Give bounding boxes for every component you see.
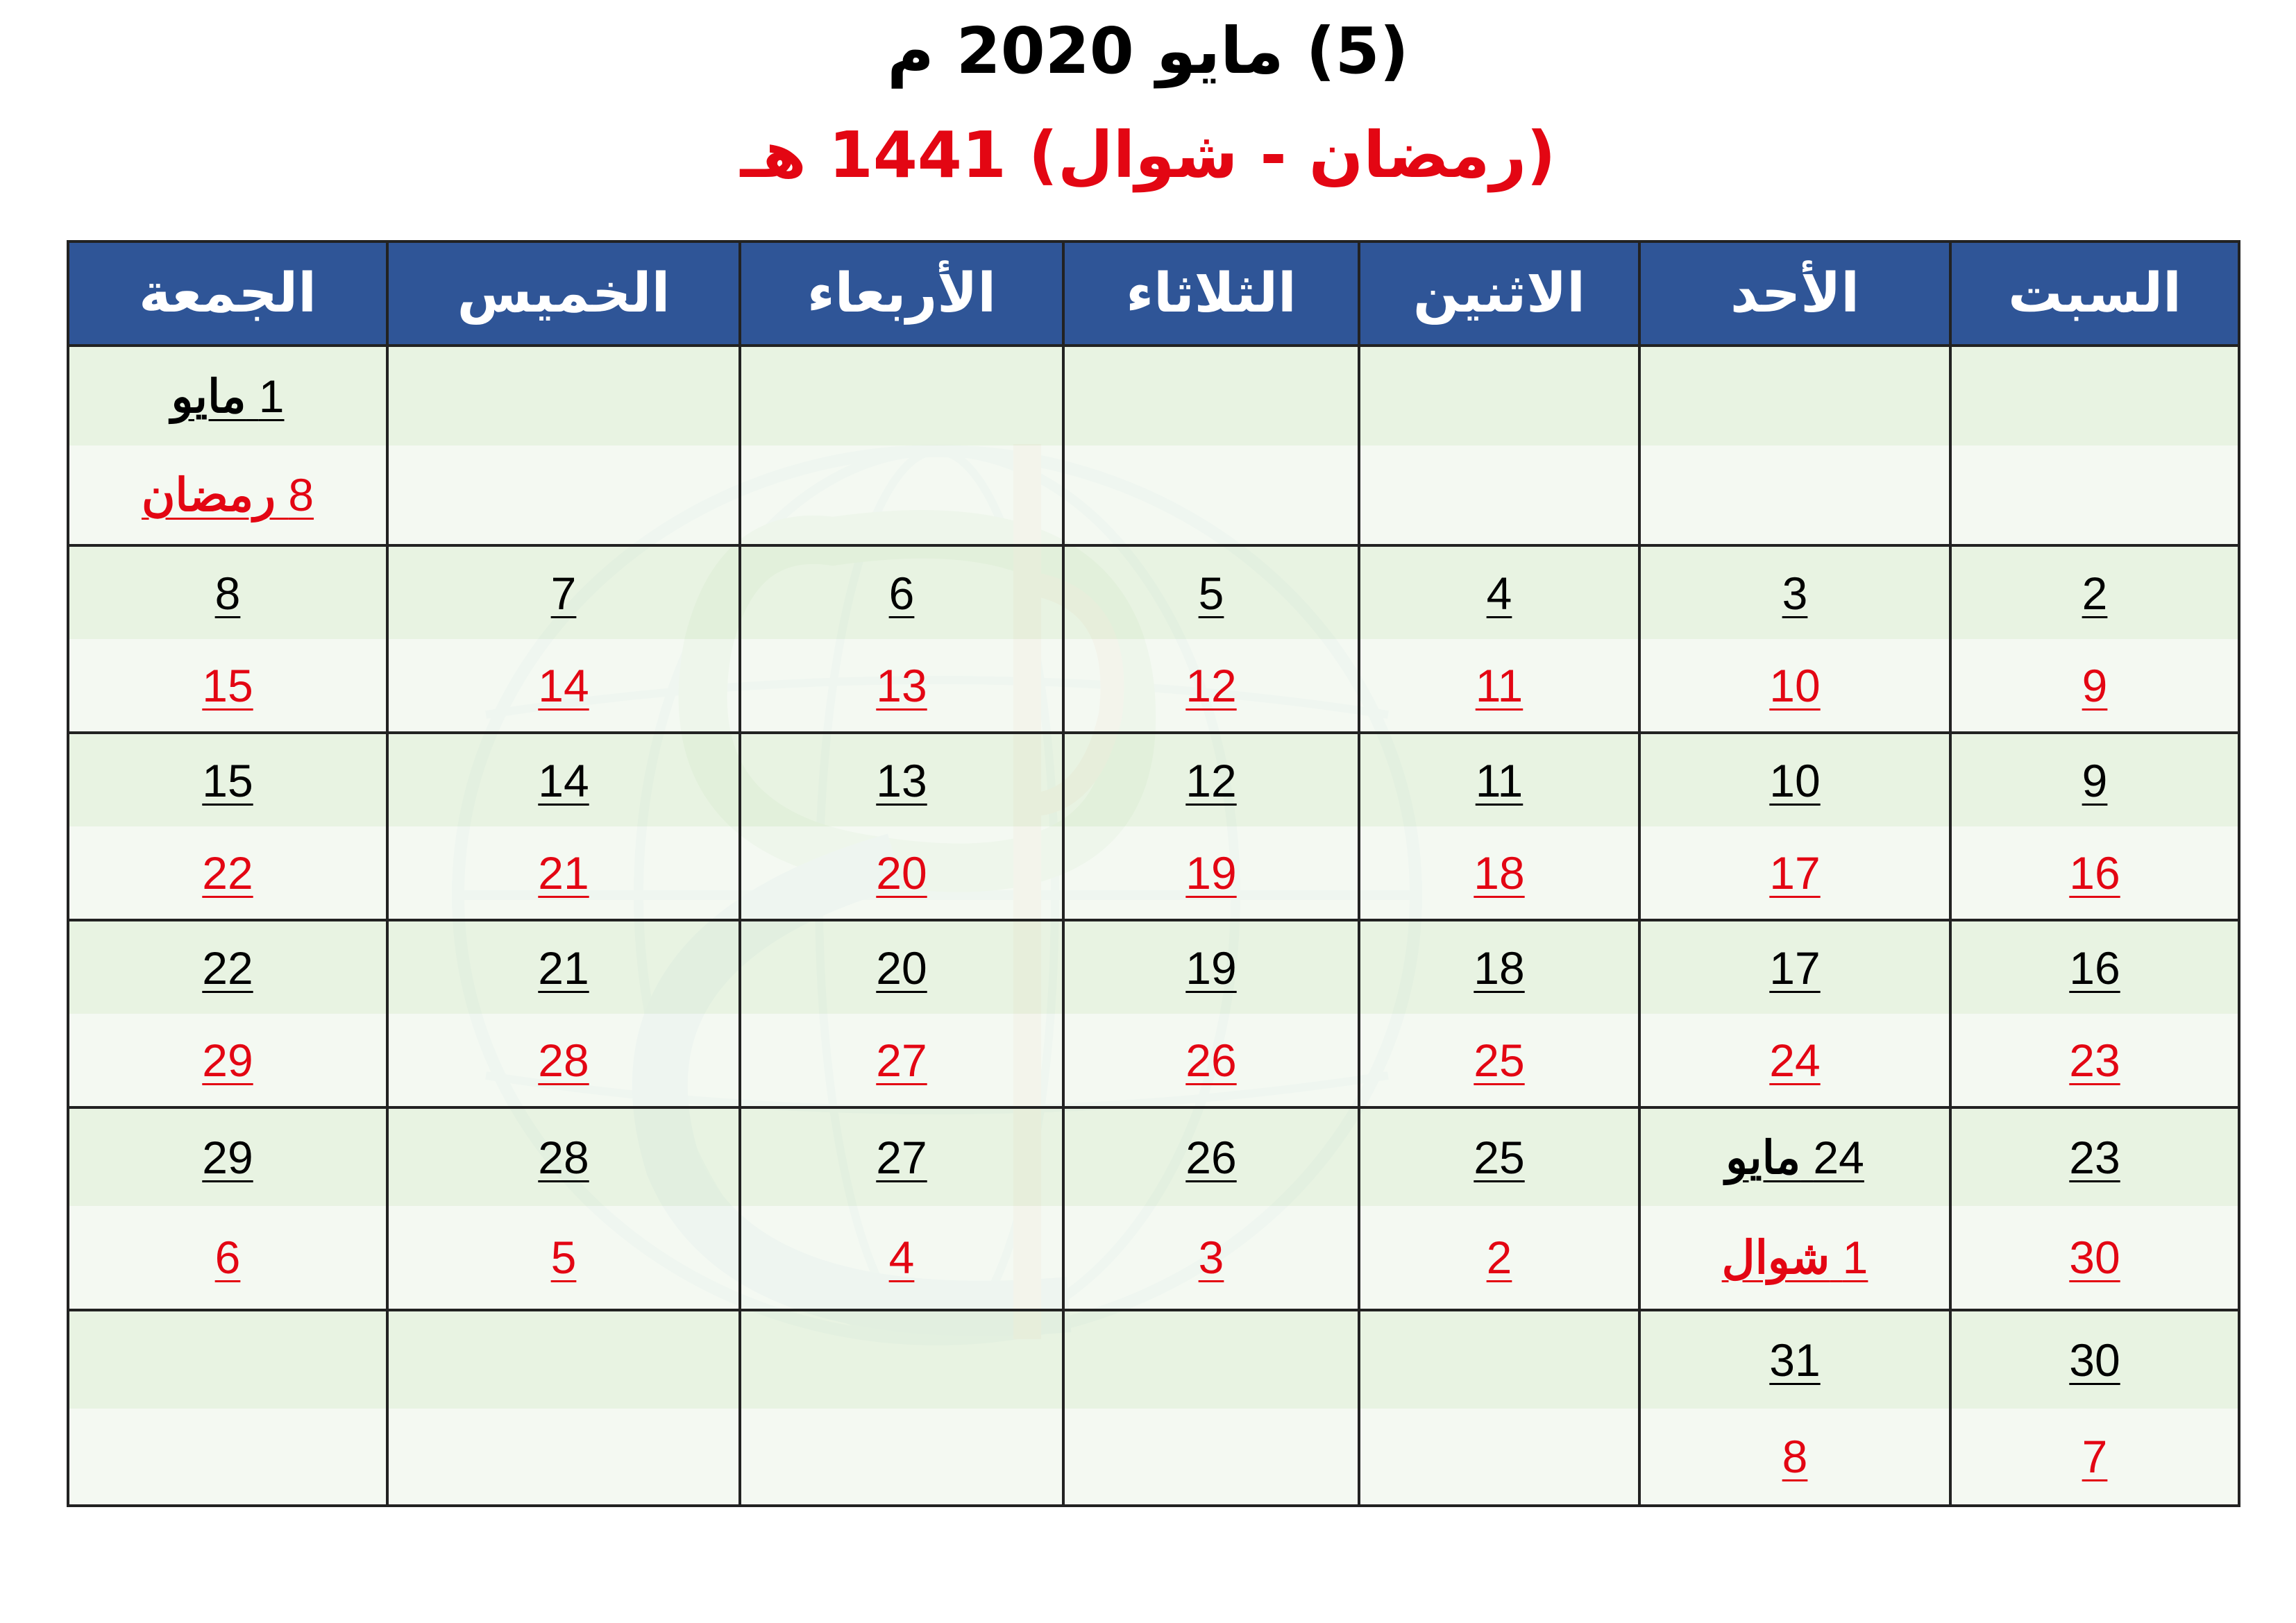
gregorian-date-cell: 20 — [740, 920, 1063, 1014]
hijri-date-cell: 27 — [740, 1014, 1063, 1107]
hijri-date-cell: 6 — [68, 1206, 387, 1310]
hijri-date-cell — [740, 1409, 1063, 1506]
gregorian-date-cell: 27 — [740, 1107, 1063, 1206]
hijri-date-cell: 24 — [1639, 1014, 1950, 1107]
gregorian-date-cell: 19 — [1063, 920, 1359, 1014]
hijri-date: 1 — [1842, 1231, 1868, 1283]
gregorian-date-cell: 23 — [1950, 1107, 2239, 1206]
hijri-date-cell — [1359, 1409, 1639, 1506]
week-1-hijri-row — [68, 445, 2239, 545]
hijri-date-cell: 15 — [68, 639, 387, 733]
hijri-date-cell — [1950, 445, 2239, 545]
hijri-date-cell: 22 — [68, 826, 387, 920]
week-3-gregorian-row — [68, 733, 2239, 826]
weekday-header-tuesday: الثلاثاء — [1063, 241, 1359, 346]
hijri-date-cell: 14 — [387, 639, 740, 733]
gregorian-month-start-cell — [68, 346, 387, 445]
gregorian-date-cell — [387, 1310, 740, 1409]
gregorian-date-cell — [1359, 346, 1639, 445]
may-month-label: مايو — [1725, 1131, 1801, 1183]
hijri-month-title: (رمضان - شوال) 1441 هـ — [740, 118, 1556, 192]
hijri-date-cell: 12 — [1063, 639, 1359, 733]
gregorian-month-label-cell — [1639, 1107, 1950, 1206]
hijri-month-start-cell — [1639, 1206, 1950, 1310]
gregorian-date-cell: 30 — [1950, 1310, 2239, 1409]
hijri-date-cell: 10 — [1639, 639, 1950, 733]
gregorian-date-cell — [740, 346, 1063, 445]
hijri-date-cell: 19 — [1063, 826, 1359, 920]
hijri-date-cell — [68, 1409, 387, 1506]
gregorian-date-cell: 21 — [387, 920, 740, 1014]
hijri-date-cell: 8 — [1639, 1409, 1950, 1506]
hijri-date-cell — [1639, 445, 1950, 545]
gregorian-date-cell — [1063, 346, 1359, 445]
gregorian-date-cell: 7 — [387, 545, 740, 639]
weekday-header-monday: الاثنين — [1359, 241, 1639, 346]
hijri-date-cell: 29 — [68, 1014, 387, 1107]
weekday-header-sunday: الأحد — [1639, 241, 1950, 346]
hijri-date-cell: 11 — [1359, 639, 1639, 733]
hijri-date-cell — [740, 445, 1063, 545]
gregorian-date-cell: 28 — [387, 1107, 740, 1206]
gregorian-date-cell — [1063, 1310, 1359, 1409]
gregorian-date-cell — [740, 1310, 1063, 1409]
gregorian-date-cell: 10 — [1639, 733, 1950, 826]
gregorian-date-cell: 29 — [68, 1107, 387, 1206]
hijri-date-cell — [1063, 445, 1359, 545]
hijri-date-cell: 18 — [1359, 826, 1639, 920]
hijri-month-start-cell — [68, 445, 387, 545]
hijri-date-cell — [387, 1409, 740, 1506]
gregorian-date-cell: 25 — [1359, 1107, 1639, 1206]
hijri-date-cell — [387, 445, 740, 545]
gregorian-date-cell: 6 — [740, 545, 1063, 639]
week-6-gregorian-row — [68, 1310, 2239, 1409]
hijri-date-cell: 28 — [387, 1014, 740, 1107]
hijri-date-cell: 7 — [1950, 1409, 2239, 1506]
gregorian-date-cell — [1639, 346, 1950, 445]
hijri-date-cell: 25 — [1359, 1014, 1639, 1107]
gregorian-date-cell: 14 — [387, 733, 740, 826]
week-5-gregorian-row — [68, 1107, 2239, 1206]
hijri-date-cell — [1063, 1409, 1359, 1506]
hijri-date-cell: 17 — [1639, 826, 1950, 920]
gregorian-date: 24 — [1813, 1131, 1864, 1183]
gregorian-date-cell: 5 — [1063, 545, 1359, 639]
gregorian-date-cell: 11 — [1359, 733, 1639, 826]
gregorian-date-cell: 12 — [1063, 733, 1359, 826]
hijri-date-cell: 23 — [1950, 1014, 2239, 1107]
gregorian-date-cell: 16 — [1950, 920, 2239, 1014]
gregorian-date-cell: 3 — [1639, 545, 1950, 639]
gregorian-date-cell — [387, 346, 740, 445]
hijri-date-cell: 4 — [740, 1206, 1063, 1310]
gregorian-date-cell: 4 — [1359, 545, 1639, 639]
hijri-date-cell: 5 — [387, 1206, 740, 1310]
week-2-hijri-row — [68, 639, 2239, 733]
week-4-gregorian-row — [68, 920, 2239, 1014]
week-2-gregorian-row — [68, 545, 2239, 639]
gregorian-date-cell — [1950, 346, 2239, 445]
gregorian-date: 1 — [258, 370, 285, 422]
gregorian-date-cell: 22 — [68, 920, 387, 1014]
weekday-header-wednesday: الأربعاء — [740, 241, 1063, 346]
weekday-header-saturday: السبت — [1950, 241, 2239, 346]
hijri-date-cell: 21 — [387, 826, 740, 920]
hijri-date-cell: 26 — [1063, 1014, 1359, 1107]
gregorian-date-cell: 15 — [68, 733, 387, 826]
ramadan-month-label: رمضان — [141, 468, 276, 520]
hijri-date-cell: 16 — [1950, 826, 2239, 920]
weekday-header-thursday: الخميس — [387, 241, 740, 346]
hijri-date-cell: 20 — [740, 826, 1063, 920]
may-month-label: مايو — [171, 370, 246, 422]
gregorian-date-cell: 26 — [1063, 1107, 1359, 1206]
gregorian-date-cell: 2 — [1950, 545, 2239, 639]
weekday-header-friday: الجمعة — [68, 241, 387, 346]
hijri-date-cell: 30 — [1950, 1206, 2239, 1310]
hijri-date-cell: 2 — [1359, 1206, 1639, 1310]
hijri-date-cell: 13 — [740, 639, 1063, 733]
gregorian-date-cell: 9 — [1950, 733, 2239, 826]
gregorian-date-cell: 18 — [1359, 920, 1639, 1014]
week-6-hijri-row — [68, 1409, 2239, 1506]
gregorian-date-cell — [68, 1310, 387, 1409]
gregorian-date-cell: 8 — [68, 545, 387, 639]
gregorian-date-cell — [1359, 1310, 1639, 1409]
shawwal-month-label: شوال — [1721, 1231, 1830, 1283]
gregorian-date-cell: 13 — [740, 733, 1063, 826]
hijri-date: 8 — [288, 468, 314, 520]
gregorian-date-cell: 31 — [1639, 1310, 1950, 1409]
gregorian-month-title: (5) مايو 2020 م — [887, 14, 1409, 88]
hijri-date-cell: 9 — [1950, 639, 2239, 733]
calendar-table — [67, 240, 2240, 1507]
hijri-date-cell — [1359, 445, 1639, 545]
gregorian-date-cell: 17 — [1639, 920, 1950, 1014]
week-3-hijri-row — [68, 826, 2239, 920]
week-1-gregorian-row — [68, 346, 2239, 445]
hijri-date-cell: 3 — [1063, 1206, 1359, 1310]
week-5-hijri-row — [68, 1206, 2239, 1310]
weekday-header-row — [68, 241, 2239, 346]
week-4-hijri-row — [68, 1014, 2239, 1107]
